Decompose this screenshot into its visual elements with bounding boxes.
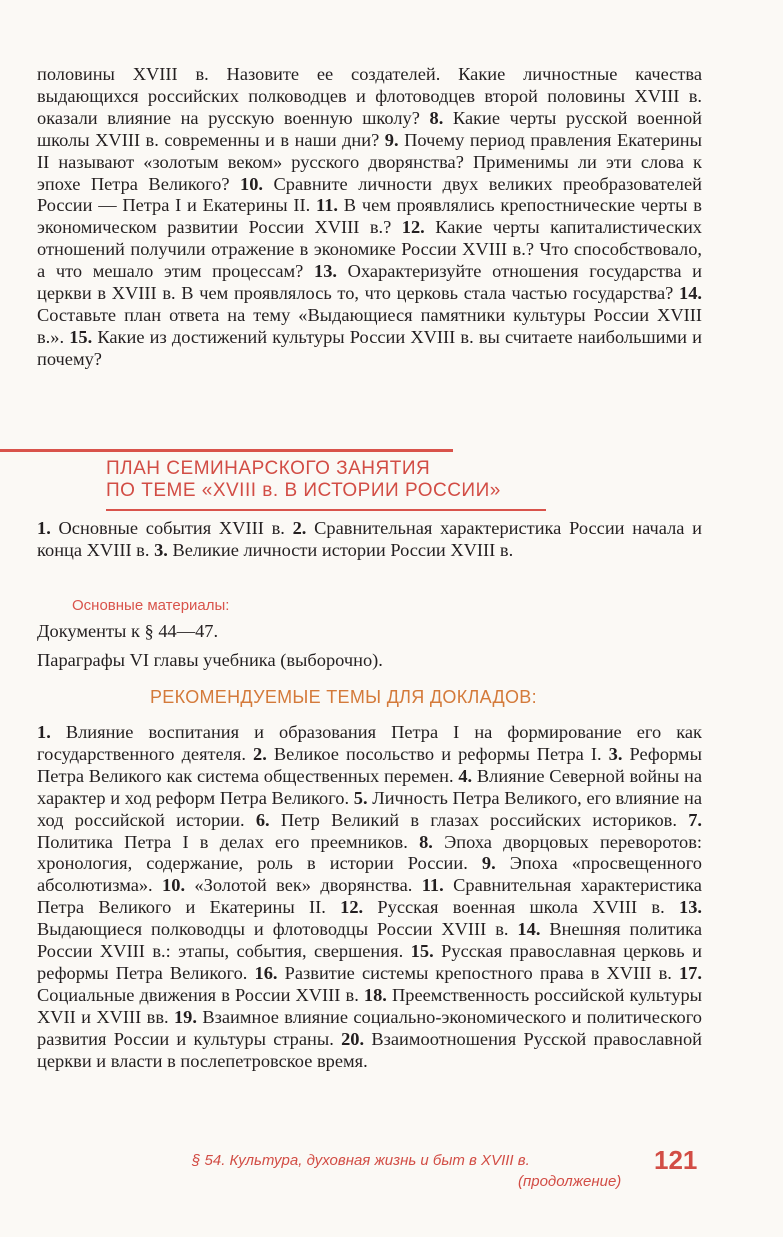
seminar-item [154,540,513,560]
material-paragraphs: Параграфы VI главы учебника (выборочно). [37,650,383,670]
topic-item-text: Великое посольство и реформы Петра I. [273,743,602,764]
topic-item-text: Эпоха «просвещенного абсолютизма». [37,853,702,896]
topic-item [253,744,602,764]
question-item-text: Какие из достижений культуры России XVIII в. вы считаете наибольшими и почему? [37,326,702,369]
topic-item-number: 5. [353,787,368,808]
seminar-title-line1: ПЛАН СЕМИНАРСКОГО ЗАНЯТИЯ [106,458,431,479]
topic-item-number: 15. [410,941,434,962]
topic-item-text: Эпоха дворцовых переворотов: хронология, содержание, роль в истории России. [37,831,702,874]
questions-block [37,64,702,371]
running-subtitle: (продолжение) [518,1173,622,1190]
topic-item-text: Политика Петра I в делах его преемников. [37,831,408,852]
question-item-number: 8. [429,107,444,128]
topic-item-text: Внешняя политика России XVIII в.: этапы, события, свершения. [37,919,702,962]
topic-item [340,897,665,917]
question-item-text: Какие черты русской военной школы XVIII в. современны и в наши дни? [37,107,702,150]
topic-item [256,810,677,830]
question-item-text: Составьте план ответа на тему «Выдающиеся памятники культуры России XVIII в.». [37,304,702,347]
topic-item-number: 20. [341,1028,365,1049]
topic-item-text: Реформы Петра Великого как система общественных перемен. [37,743,702,786]
topic-item-number: 9. [481,853,496,874]
materials-label: Основные материалы: [72,597,230,614]
seminar-title-line2: ПО ТЕМЕ «XVIII в. В ИСТОРИИ РОССИИ» [106,480,501,501]
page-number: 121 [654,1145,698,1175]
topic-item-text: Сравнительная характеристика Петра Великого и Екатерины II. [37,875,702,918]
seminar-item-number: 2. [292,518,307,538]
topic-item-number: 10. [162,875,186,896]
question-item-number: 14. [679,283,702,304]
material-documents: Документы к § 44—47. [37,621,219,641]
seminar-paragraph [37,518,702,562]
question-item-text: Почему период правления Екатерины II называют «золотым веком» русского дворянства? Применимы ли эти слова к эпохе Петра Великого? [37,129,702,194]
topic-item-number: 17. [678,962,702,983]
topic-item-number: 19. [173,1006,197,1027]
seminar-title [106,458,501,502]
seminar-item-text: Основные события XVIII в. [58,518,285,538]
topic-item-text: Выдающиеся полководцы и флотоводцы России XVIII в. [37,919,509,940]
seminar-item [37,518,285,538]
seminar-item-text: Великие личности истории России XVIII в. [172,539,514,560]
topic-item-text: Взаимоотношения Русской православной церкви и власти в послепетровское время. [37,1028,702,1071]
question-item-text: В чем проявлялись крепостнические черты в экономическом развитии России XVIII в.? [37,195,702,238]
topics-title: РЕКОМЕНДУЕМЫЕ ТЕМЫ ДЛЯ ДОКЛАДОВ: [150,687,537,707]
topic-item-text: Личность Петра Великого, его влияние на ход российской истории. [37,787,702,830]
topic-item-number: 1. [37,722,51,742]
question-item-number: 15. [69,326,93,347]
topic-item-text: «Золотой век» дворянства. [194,875,413,896]
topic-item [162,875,412,895]
question-item-text: Сравните личности двух великих преобразователей России — Петра I и Екатерины II. [37,173,702,216]
topic-item-number: 18. [363,984,387,1005]
questions-paragraph [37,64,702,371]
topic-item-text: Русская военная школа XVIII в. [377,897,665,918]
question-item-text: половины XVIII в. Назовите ее создателей. Какие личностные качества выдающихся российских полководцев и флотоводцев второй половины XVIII в. оказали влияние на русскую военную школу? [37,64,702,128]
question-item-number: 13. [314,261,337,282]
topic-item-text: Влияние воспитания и образования Петра I на формирование его как государственного деятеля. [37,722,702,764]
topic-item-number: 14. [517,919,541,940]
question-item-number: 12. [401,217,425,238]
topic-item [255,963,672,983]
topic-item-text: Преемственность российской культуры XVII и XVIII вв. [37,984,702,1027]
topic-item-number: 7. [688,809,702,830]
topic-item-number: 12. [340,897,364,918]
section-divider [0,449,453,452]
topic-item-text: Петр Великий в глазах российских историков. [280,809,677,830]
topic-item-number: 6. [255,809,270,830]
topic-item-number: 4. [458,765,473,786]
seminar-item-text: Сравнительная характеристика России начала и конца XVIII в. [37,518,702,560]
question-item-text: Какие черты капиталистических отношений получили отражение в экономике России XVIII в.? Что способствовало, а что мешало этим процессам? [37,217,702,282]
topic-item-number: 2. [253,743,267,764]
topic-item-number: 3. [608,743,623,764]
question-item-number: 9. [384,129,399,150]
question-item-number: 11. [316,195,339,216]
topic-item-text: Развитие системы крепостного права в XVIII в. [284,962,672,983]
topic-item-number: 8. [419,831,433,852]
topics-block [37,722,702,1073]
topic-item-number: 16. [254,962,278,983]
topic-item-text: Социальные движения в России XVIII в. [37,984,359,1005]
topic-item-text: Влияние Северной войны на характер и ход реформ Петра Великого. [37,765,702,808]
seminar-item-number: 1. [37,518,51,538]
topic-item-text: Русская православная церковь и реформы Петра Великого. [37,941,702,983]
question-item-number: 10. [240,173,264,194]
seminar-plan [37,518,702,562]
topic-item-number: 11. [421,875,444,896]
topics-paragraph [37,722,702,1073]
topic-item-text: Взаимное влияние социально-экономического и политического развития России и культуры страны. [37,1006,702,1049]
running-title: § 54. Культура, духовная жизнь и быт в XVIII в. [192,1152,530,1169]
seminar-item-number: 3. [154,539,168,560]
question-item-text: Охарактеризуйте отношения государства и церкви в XVIII в. В чем проявлялось то, что церковь стала частью государства? [37,261,702,304]
topic-item-number: 13. [679,897,702,918]
seminar-title-underline [106,509,546,511]
question-item [37,327,702,369]
